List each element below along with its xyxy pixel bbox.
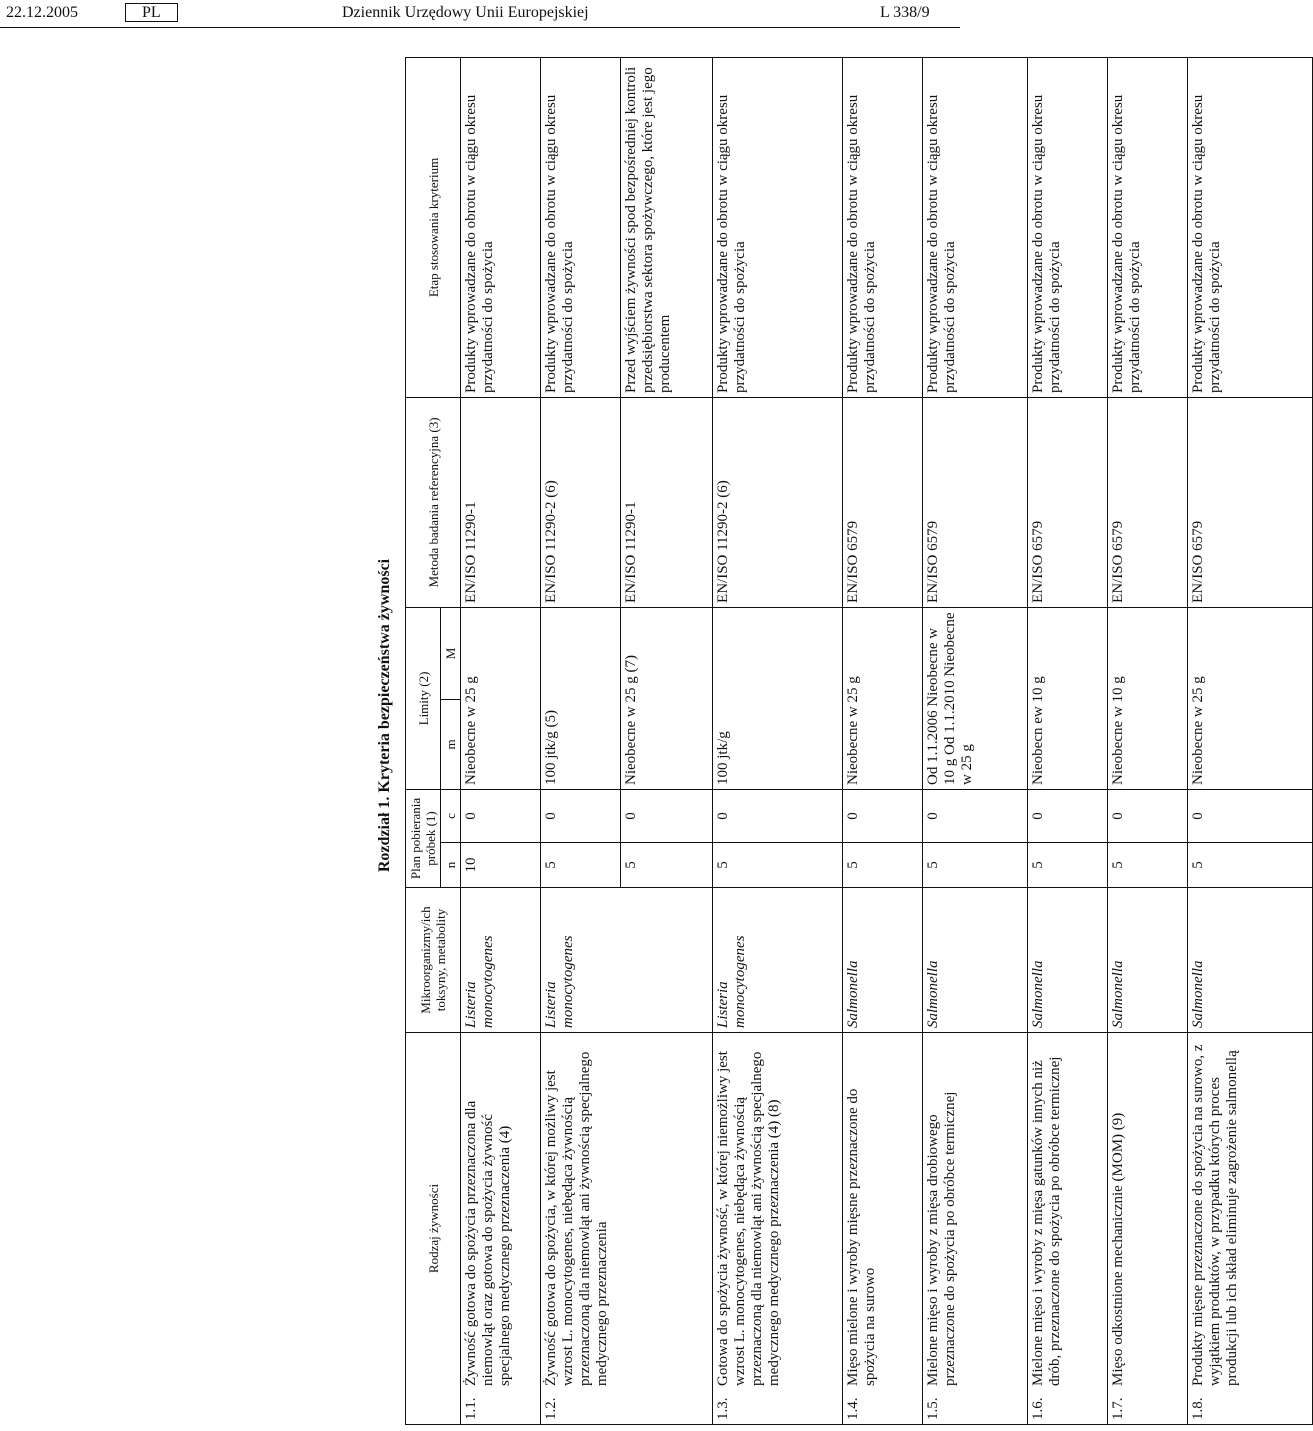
c-cell: 0 — [541, 789, 621, 842]
c-cell: 0 — [713, 789, 843, 842]
limit-cell: Nieobecn ew 10 g — [1028, 607, 1108, 789]
c-cell: 0 — [1108, 789, 1188, 842]
food-cell — [843, 1033, 923, 1425]
criteria-table — [405, 57, 1313, 1425]
header-row — [406, 57, 441, 1424]
col-M: M — [441, 607, 461, 699]
n-cell: 5 — [713, 843, 843, 888]
col-m: m — [441, 699, 461, 789]
food-text: Mielone mięso i wyroby z mięsa gatunków innych niż drób, przeznaczone do spożycia po obróbce termicznej — [1030, 1056, 1063, 1386]
row-number: 1.7. — [1110, 1397, 1126, 1420]
food-text: Mielone mięso i wyroby z mięsa drobiowego przeznaczone do spożycia po obróbce termicznej — [925, 1091, 958, 1386]
n-cell: 5 — [923, 843, 1028, 888]
limit-cell: 100 jtk/g (5) — [541, 607, 621, 789]
row-number: 1.2. — [543, 1397, 559, 1420]
ref-method-cell: EN/ISO 6579 — [1028, 397, 1108, 607]
lang-box: PL — [125, 3, 178, 22]
col-stage: Etap stosowania kryterium — [406, 57, 461, 397]
micro-cell: Salmonella — [1028, 888, 1108, 1033]
c-cell: 0 — [843, 789, 923, 842]
c-cell: 0 — [1028, 789, 1108, 842]
n-cell: 5 — [1028, 843, 1108, 888]
row-number: 1.4. — [845, 1397, 861, 1420]
col-sampling-plan: Plan pobierania próbek (1) — [406, 789, 441, 887]
stage-cell: Produkty wprowadzane do obrotu w ciągu okresu przydatności do spożycia — [843, 57, 923, 397]
n-cell: 5 — [843, 843, 923, 888]
ref-method-cell: EN/ISO 11290-1 — [461, 397, 541, 607]
col-limits: Limity (2) — [406, 607, 441, 789]
table-row — [461, 57, 541, 1424]
food-text: Żywność gotowa do spożycia, w której możliwy jest wzrost L. monocytogenes, niebędąca żywnością przeznaczoną dla niemowląt ani żywnością specjalnego medycznego przeznaczenia — [543, 1051, 610, 1386]
stage-cell: Produkty wprowadzane do obrotu w ciągu okresu przydatności do spożycia — [1108, 57, 1188, 397]
micro-cell: Listeria monocytogenes — [541, 888, 713, 1033]
micro-cell: Salmonella — [1108, 888, 1188, 1033]
ref-method-cell: EN/ISO 6579 — [1188, 397, 1313, 607]
food-cell — [541, 1033, 713, 1425]
stage-cell: Produkty wprowadzane do obrotu w ciągu okresu przydatności do spożycia — [461, 57, 541, 397]
n-cell: 5 — [1108, 843, 1188, 888]
col-reference-method: Metoda badania referencyjna (3) — [406, 397, 461, 607]
table-row — [541, 57, 621, 1424]
stage-cell: Produkty wprowadzane do obrotu w ciągu okresu przydatności do spożycia — [1188, 57, 1313, 397]
table-row — [923, 57, 1028, 1424]
micro-cell: Salmonella — [1188, 888, 1313, 1033]
c-cell: 0 — [621, 789, 713, 842]
header-date: 22.12.2005 — [6, 4, 78, 21]
stage-cell: Produkty wprowadzane do obrotu w ciągu okresu przydatności do spożycia — [1028, 57, 1108, 397]
limit-cell: 100 jtk/g — [713, 607, 843, 789]
limit-cell: Nieobecne w 25 g — [461, 607, 541, 789]
col-food: Rodzaj żywności — [406, 1033, 461, 1425]
food-cell — [713, 1033, 843, 1425]
food-cell — [923, 1033, 1028, 1425]
stage-cell: Produkty wprowadzane do obrotu w ciągu okresu przydatności do spożycia — [541, 57, 621, 397]
c-cell: 0 — [923, 789, 1028, 842]
ref-method-cell: EN/ISO 11290-2 (6) — [713, 397, 843, 607]
table-row — [1108, 57, 1188, 1424]
ref-method-cell: EN/ISO 6579 — [923, 397, 1028, 607]
n-cell: 5 — [541, 843, 621, 888]
food-text: Mięso odkostnione mechanicznie (MOM) (9) — [1110, 1112, 1126, 1386]
food-text: Produkty mięsne przeznaczone do spożycia na surowo, z wyjątkiem produktów, w przypadku których proces produkcji lub ich skład eliminuje zagrożenie salmonellą — [1190, 1044, 1240, 1386]
col-microorganisms: Mikroorganizmy/ich toksyny, metabolity — [406, 888, 461, 1033]
stage-cell: Przed wyjściem żywności spod bezpośredniej kontroli przedsiębiorstwa sektora spożywczego, które jest jego producentem — [621, 57, 713, 397]
limit-cell: Nieobecne w 25 g — [1188, 607, 1313, 789]
micro-cell: Listeria monocytogenes — [713, 888, 843, 1033]
ref-method-cell: EN/ISO 11290-2 (6) — [541, 397, 621, 607]
limit-cell: Nieobecne w 10 g — [1108, 607, 1188, 789]
col-n: n — [441, 843, 461, 888]
row-number: 1.3. — [715, 1397, 731, 1420]
n-cell: 5 — [621, 843, 713, 888]
food-cell — [1188, 1033, 1313, 1425]
c-cell: 0 — [461, 789, 541, 842]
table-row — [713, 57, 843, 1424]
micro-cell: Salmonella — [843, 888, 923, 1033]
header-page-ref: L 338/9 — [880, 4, 930, 21]
limit-cell: Od 1.1.2006 Nieobecne w 10 g Od 1.1.2010 Nieobecne w 25 g — [923, 607, 1028, 789]
food-text: Gotowa do spożycia żywność, w której niemożliwy jest wzrost L. monocytogenes, niebędąca żywnością przeznaczoną dla niemowląt ani żywnością specjalnego medycznego medycznego przeznaczenia (4) (8) — [715, 1051, 782, 1386]
n-cell: 5 — [1188, 843, 1313, 888]
stage-cell: Produkty wprowadzane do obrotu w ciągu okresu przydatności do spożycia — [923, 57, 1028, 397]
stage-cell: Produkty wprowadzane do obrotu w ciągu okresu przydatności do spożycia — [713, 57, 843, 397]
limit-cell: Nieobecne w 25 g (7) — [621, 607, 713, 789]
food-cell — [1028, 1033, 1108, 1425]
table-row — [1188, 57, 1313, 1424]
header-journal-title: Dziennik Urzędowy Unii Europejskiej — [342, 4, 589, 21]
food-cell — [1108, 1033, 1188, 1425]
ref-method-cell: EN/ISO 6579 — [843, 397, 923, 607]
row-number: 1.8. — [1190, 1397, 1206, 1420]
table-row — [843, 57, 923, 1424]
micro-cell: Listeria monocytogenes — [461, 888, 541, 1033]
n-cell: 10 — [461, 843, 541, 888]
ref-method-cell: EN/ISO 11290-1 — [621, 397, 713, 607]
row-number: 1.6. — [1030, 1397, 1046, 1420]
limit-cell: Nieobecne w 25 g — [843, 607, 923, 789]
table-row — [1028, 57, 1108, 1424]
food-text: Mięso mielone i wyroby mięsne przeznaczone do spożycia na surowo — [845, 1088, 878, 1386]
ref-method-cell: EN/ISO 6579 — [1108, 397, 1188, 607]
col-c: c — [441, 789, 461, 842]
row-number: 1.1. — [463, 1397, 479, 1420]
micro-cell: Salmonella — [923, 888, 1028, 1033]
row-number: 1.5. — [925, 1397, 941, 1420]
c-cell: 0 — [1188, 789, 1313, 842]
food-cell — [461, 1033, 541, 1425]
table-title: Rozdział 1. Kryteria bezpieczeństwa żywności — [376, 558, 393, 873]
food-text: Żywność gotowa do spożycia przeznaczona dla niemowląt oraz gotowa do spożycia żywność specjalnego medycznego przeznaczenia (4) — [463, 1100, 513, 1386]
